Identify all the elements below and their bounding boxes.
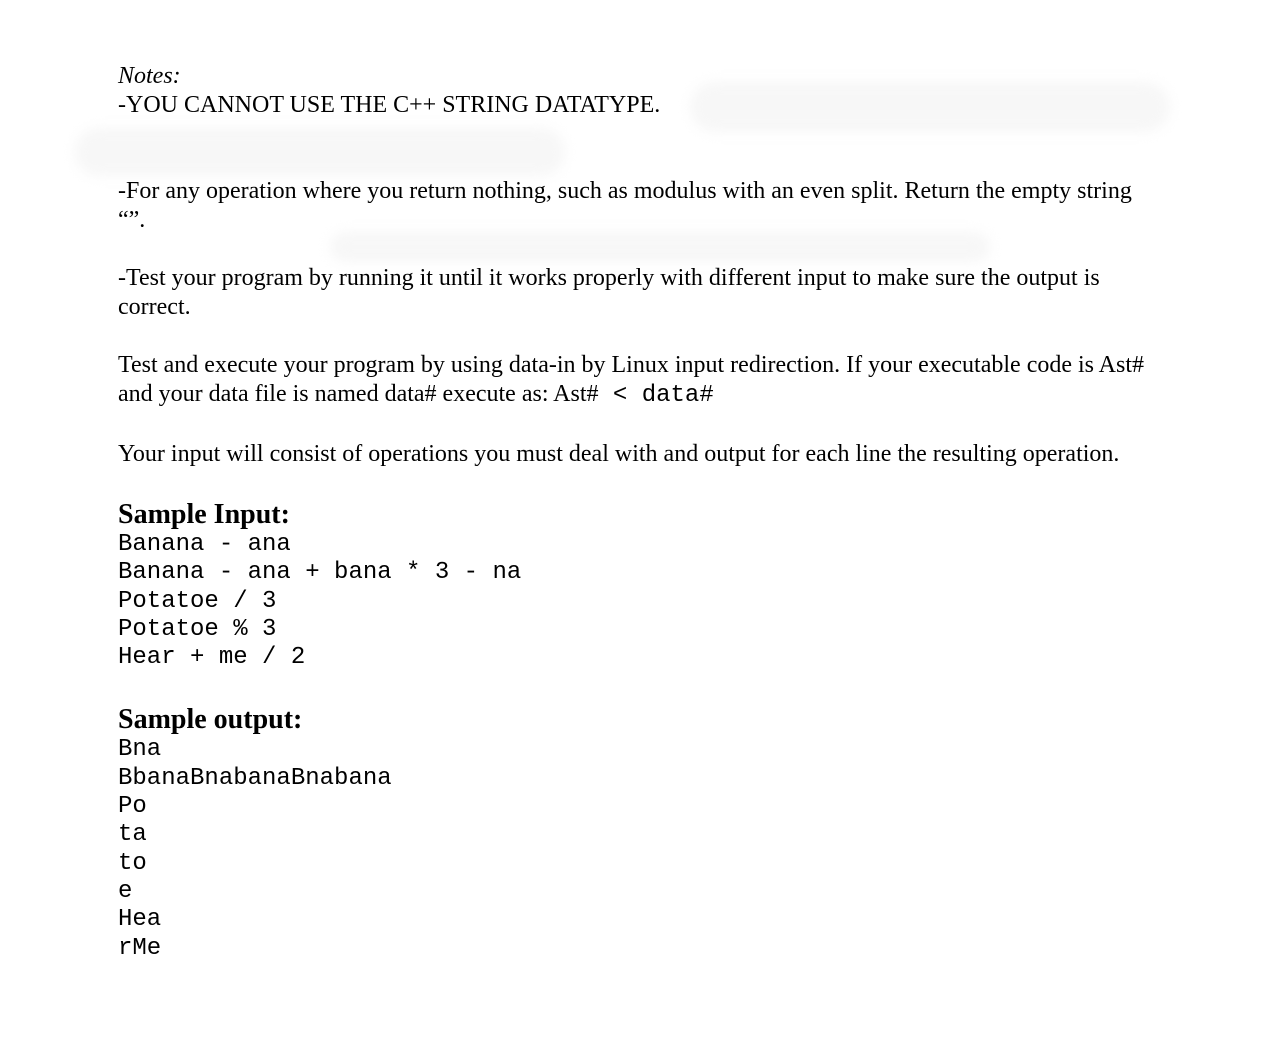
paragraph-empty-string: -For any operation where you return nothing, such as modulus with an even split. Return the empty string “”.	[118, 178, 1132, 233]
paragraph-redirection	[118, 351, 1158, 410]
notes-string-restriction: -YOU CANNOT USE THE C++ STRING DATATYPE.	[118, 92, 661, 118]
sample-output-line: Hea	[118, 906, 162, 934]
sample-output-line: ta	[118, 821, 147, 849]
sample-output-line: Po	[118, 793, 147, 821]
redirection-text: Test and execute your program by using data-in by Linux input redirection. If your executable code is Ast# and your data file is named data# execute as: Ast#	[118, 352, 1145, 407]
sample-output-line: to	[118, 849, 147, 877]
paragraph-input-description: Your input will consist of operations you must deal with and output for each line the resulting operation.	[118, 441, 1120, 467]
sample-input-line: Banana - ana	[118, 531, 291, 558]
sample-input-line: Hear + me / 2	[118, 644, 306, 672]
sample-input-line: Potatoe / 3	[118, 587, 277, 615]
paragraph-test-program: -Test your program by running it until it works properly with different input to make sure the output is correct.	[118, 265, 1100, 320]
sample-input-line: Banana - ana + bana * 3 - na	[118, 559, 522, 587]
notes-title: Notes:	[118, 63, 181, 89]
sample-input-line: Potatoe % 3	[118, 615, 277, 643]
sample-input-heading: Sample Input:	[118, 499, 290, 530]
sample-output-line: Bna	[118, 736, 162, 764]
redirection-code: < data#	[598, 382, 714, 409]
sample-output-line: BbanaBnabanaBnabana	[118, 764, 392, 792]
sample-output-line: rMe	[118, 934, 162, 962]
sample-output-heading: Sample output:	[118, 704, 303, 736]
document-page	[118, 62, 1158, 963]
sample-input-block	[118, 531, 1158, 672]
sample-output-block	[118, 736, 1158, 962]
sample-output-line: e	[118, 877, 133, 905]
